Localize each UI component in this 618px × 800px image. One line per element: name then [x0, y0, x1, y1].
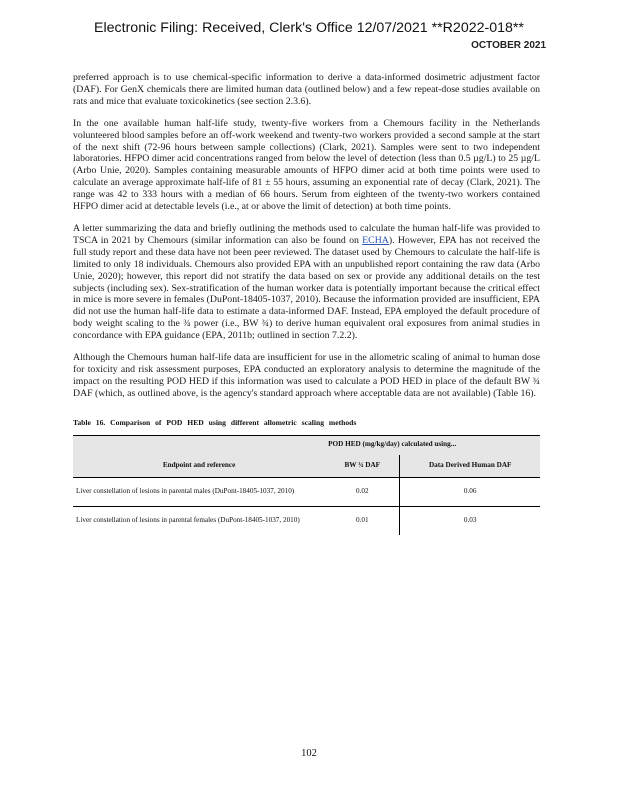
endpoint-cell: Liver constellation of lesions in parental males (DuPont-18405-1037, 2010): [73, 477, 325, 506]
paragraph-daf-approach: preferred approach is to use chemical-specific information to derive a data-informed dosimetric adjustment factor (DAF). For GenX chemicals there are limited human data (outlined below) and a few repeat-dose studies available on rats and mice that evaluate toxicokinetics (see section 2.3.6).: [73, 72, 540, 107]
table-header-row: [73, 435, 540, 455]
header-blank-cell: [73, 435, 325, 455]
bw-value-cell: 0.01: [325, 506, 400, 535]
endpoint-cell: Liver constellation of lesions in parental females (DuPont-18405-1037, 2010): [73, 506, 325, 535]
paragraph-text-start: A letter summarizing the data and briefly outlining the methods used to calculate the human half-life was provided to TSCA in 2021 by Chemours (similar information can also be found on: [73, 222, 540, 246]
filing-header: Electronic Filing: Received, Clerk's Office 12/07/2021 **R2022-018**: [94, 20, 524, 36]
page-number: 102: [301, 748, 317, 759]
pod-group-header: POD HED (mg/kg/day) calculated using...: [325, 435, 540, 455]
table-subheader-row: [73, 455, 540, 478]
paragraph-human-half-life: In the one available human half-life study, twenty-five workers from a Chemours facility in the Netherlands volunteered blood samples before an off-work weekend and twenty-two workers provided a second sample at the start of the next shift (72-96 hours between sample collections) (Clark, 2021). Samples were sent to two independent laboratories. HFPO dimer acid concentrations ranged from below the level of detection (less than 0.5 µg/L) to 25 µg/L (Arbo Unie, 2020). Samples containing measurable amounts of HFPO dimer acid at both time points were used to calculate an average approximate half-life of 81 ± 55 hours, assuming an exponential rate of decay (Clark, 2021). The range was 42 to 333 hours with a median of 66 hours. Serum from eighteen of the twenty-two workers contained HFPO dimer acid at detectable levels (i.e., at or above the limit of detection) at both time points.: [73, 117, 540, 213]
comparison-table: [73, 435, 540, 535]
table-row: [73, 506, 540, 535]
paragraph-exploratory-analysis: Although the Chemours human half-life data are insufficient for use in the allometric scaling of animal to human dose for toxicity and risk assessment purposes, EPA conducted an exploratory analysis to determine the magnitude of the impact on the resulting POD HED if this information was used to calculate a POD HED in place of the default BW ¾ DAF (which, as outlined above, is the agency's standard approach where acceptable data are not available) (Table 16).: [73, 352, 540, 399]
bw-value-cell: 0.02: [325, 477, 400, 506]
daf-value-cell: 0.03: [400, 506, 540, 535]
column-header-bw: BW ¾ DAF: [325, 455, 400, 478]
table-caption: Table 16. Comparison of POD HED using different allometric scaling methods: [73, 417, 357, 427]
table-row: [73, 477, 540, 506]
paragraph-text-end: ). However, EPA has not received the full study report and these data have not been peer reviewed. The dataset used by Chemours to calculate the half-life is limited to only 18 individuals. Chemours also provided EPA with an unpublished report containing the raw data (Arbo Unie, 2020); however, this report did not stratify the data based on sex or provide any additional details on the test subjects (including sex). Sex-stratification of the human worker data is potentially important because the critical effect in mice is more severe in females (DuPont-18405-1037, 2010). Because the information provided are insufficient, EPA did not use the human half-life data to estimate a data-informed DAF. Instead, EPA employed the default procedure of body weight scaling to the ¾ power (i.e., BW ¾) to derive human equivalent oral exposures from animal studies in concordance with EPA guidance (EPA, 2011b; outlined in section 7.2.2).: [73, 234, 540, 342]
echa-link[interactable]: ECHA: [362, 234, 389, 246]
column-header-endpoint: Endpoint and reference: [73, 455, 325, 478]
paragraph-chemours-letter: [73, 223, 540, 342]
document-date: OCTOBER 2021: [471, 40, 546, 51]
column-header-daf: Data Derived Human DAF: [400, 455, 540, 478]
document-body: [73, 72, 540, 535]
daf-value-cell: 0.06: [400, 477, 540, 506]
